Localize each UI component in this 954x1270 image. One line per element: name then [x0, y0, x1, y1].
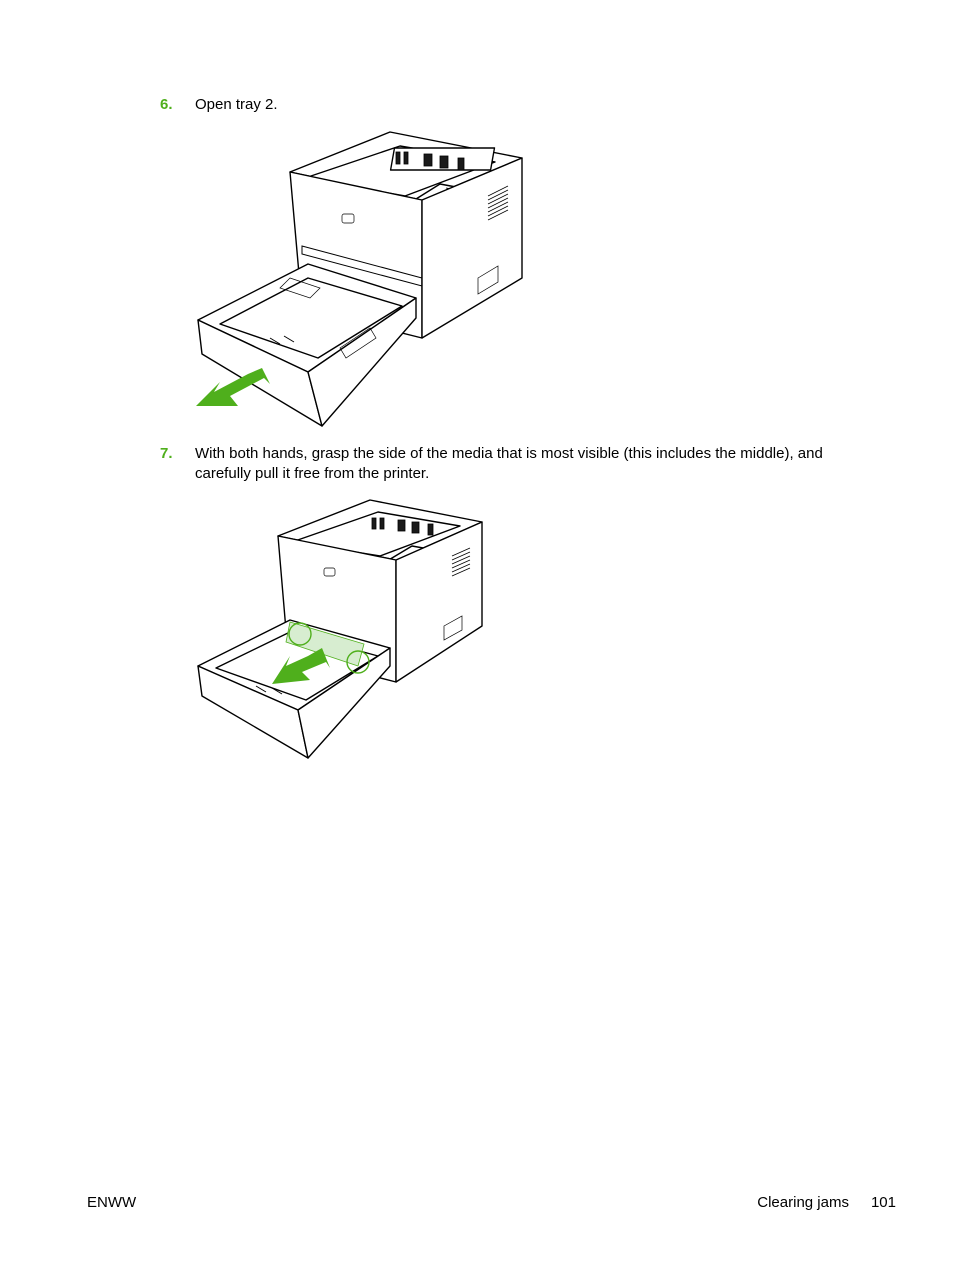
step-text: Open tray 2.: [195, 96, 278, 113]
step-number: 7.: [160, 445, 173, 462]
page-number: 101: [870, 1194, 896, 1211]
step-text: With both hands, grasp the side of the media that is most visible (this includes the middle), and carefully pull it free from the printer.: [195, 445, 823, 482]
printer-remove-media-icon: [190, 496, 490, 762]
section-title: Clearing jams: [757, 1194, 849, 1211]
printer-tray-open-icon: [190, 128, 530, 430]
step-number: 6.: [160, 96, 173, 113]
footer-right: [757, 1193, 896, 1213]
footer-left: ENWW: [87, 1194, 137, 1211]
